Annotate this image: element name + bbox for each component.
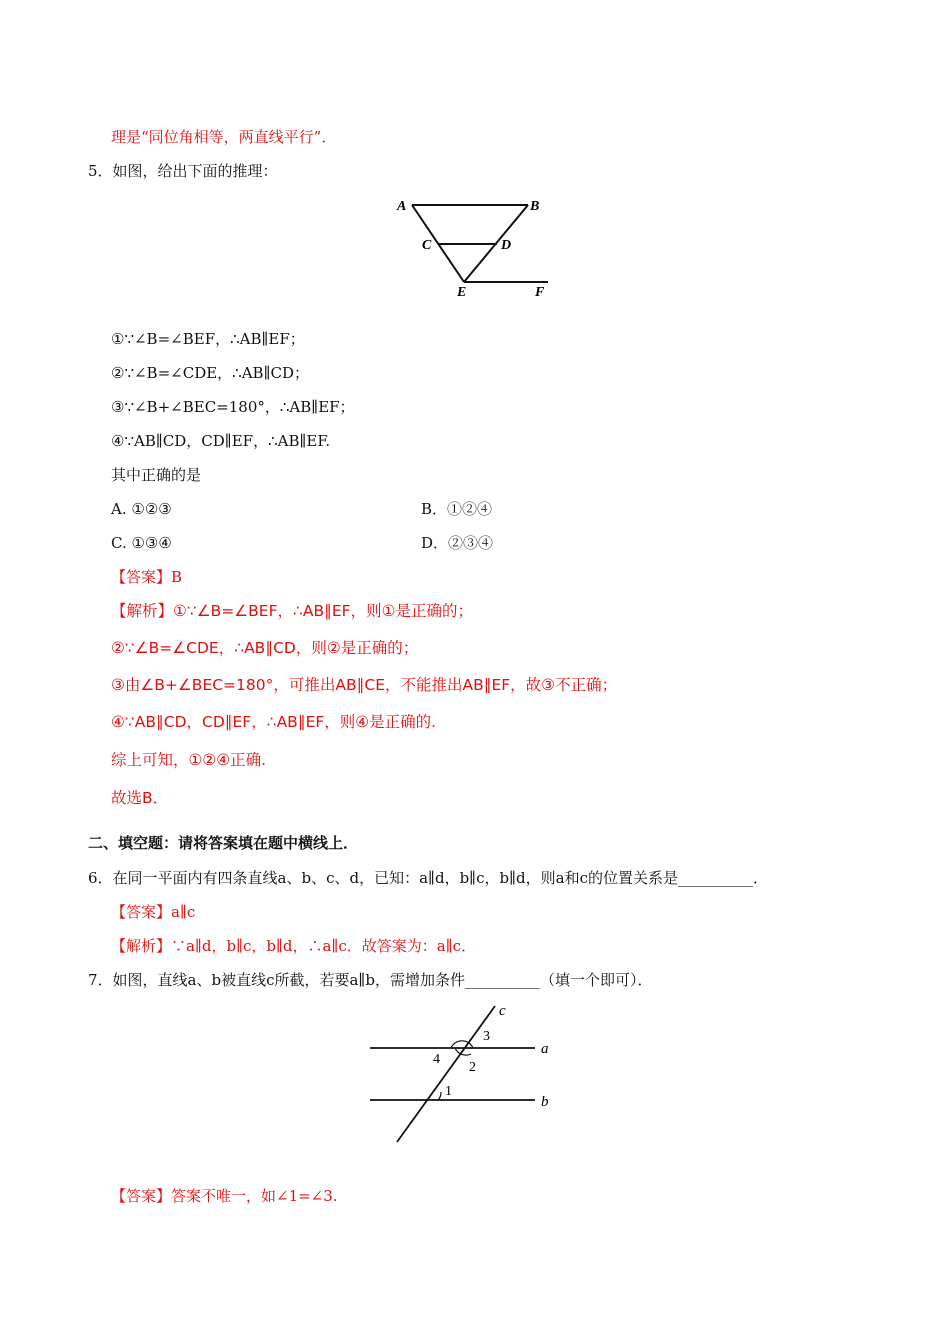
q5-statement-1: ①∵∠B=∠BEF，∴AB∥EF； [111, 330, 305, 348]
q5-trapezoid-figure [390, 190, 560, 305]
label-b: b [541, 1094, 549, 1110]
q5-option-c: C. ①③④ [111, 534, 172, 552]
q5-analysis-line-6: 故选B． [111, 789, 169, 807]
label-C: C [422, 238, 432, 253]
angle-1-label: 1 [445, 1084, 452, 1099]
q6-answer: 【答案】a∥c [111, 903, 196, 921]
q5-option-d: D．②③④ [421, 534, 494, 552]
label-D: D [501, 238, 512, 253]
q7-transversal-figure [365, 1000, 565, 1150]
q5-analysis-line-2: ②∵∠B=∠CDE，∴AB∥CD，则②是正确的； [111, 639, 419, 657]
label-A: A [397, 199, 407, 214]
q5-statement-4: ④∵AB∥CD，CD∥EF，∴AB∥EF. [111, 432, 331, 450]
label-F: F [535, 285, 545, 300]
previous-answer-tail: 理是“同位角相等，两直线平行”． [111, 128, 337, 146]
q5-answer: 【答案】B [111, 568, 183, 586]
angle-3-label: 3 [483, 1029, 490, 1044]
label-a: a [541, 1041, 549, 1057]
q5-option-b: B．①②④ [421, 500, 493, 518]
q6-stem: 6．在同一平面内有四条直线a、b、c、d，已知：a∥d，b∥c，b∥d，则a和c的位置关系是__________． [88, 869, 768, 887]
label-c: c [499, 1003, 506, 1019]
q5-statement-2: ②∵∠B=∠CDE，∴AB∥CD； [111, 364, 310, 382]
q5-ask: 其中正确的是 [111, 466, 202, 484]
label-B: B [530, 199, 540, 214]
angle-4-label: 4 [433, 1052, 440, 1067]
q5-statement-3: ③∵∠B+∠BEC=180°，∴AB∥EF； [111, 398, 355, 416]
q5-analysis-line-4: ④∵AB∥CD，CD∥EF，∴AB∥EF，则④是正确的. [111, 713, 437, 731]
q5-analysis-line-1: 【解析】①∵∠B=∠BEF，∴AB∥EF，则①是正确的； [111, 602, 473, 620]
q7-stem: 7．如图，直线a、b被直线c所截，若要a∥b，需增加条件__________（填一个即可）． [88, 971, 653, 989]
q6-analysis: 【解析】∵a∥d，b∥c，b∥d，∴a∥c．故答案为：a∥c． [111, 937, 477, 955]
angle-2-label: 2 [469, 1060, 476, 1075]
q5-option-a: A. ①②③ [111, 500, 172, 518]
q7-answer: 【答案】答案不唯一，如∠1=∠3. [111, 1187, 338, 1205]
label-E: E [457, 285, 467, 300]
q5-analysis-line-3: ③由∠B+∠BEC=180°，可推出AB∥CE，不能推出AB∥EF，故③不正确； [111, 676, 618, 694]
section-2-heading: 二、填空题：请将答案填在题中横线上． [88, 834, 359, 852]
q5-analysis-line-5: 综上可知，①②④正确. [111, 751, 267, 769]
q5-stem: 5．如图，给出下面的推理： [88, 162, 278, 180]
